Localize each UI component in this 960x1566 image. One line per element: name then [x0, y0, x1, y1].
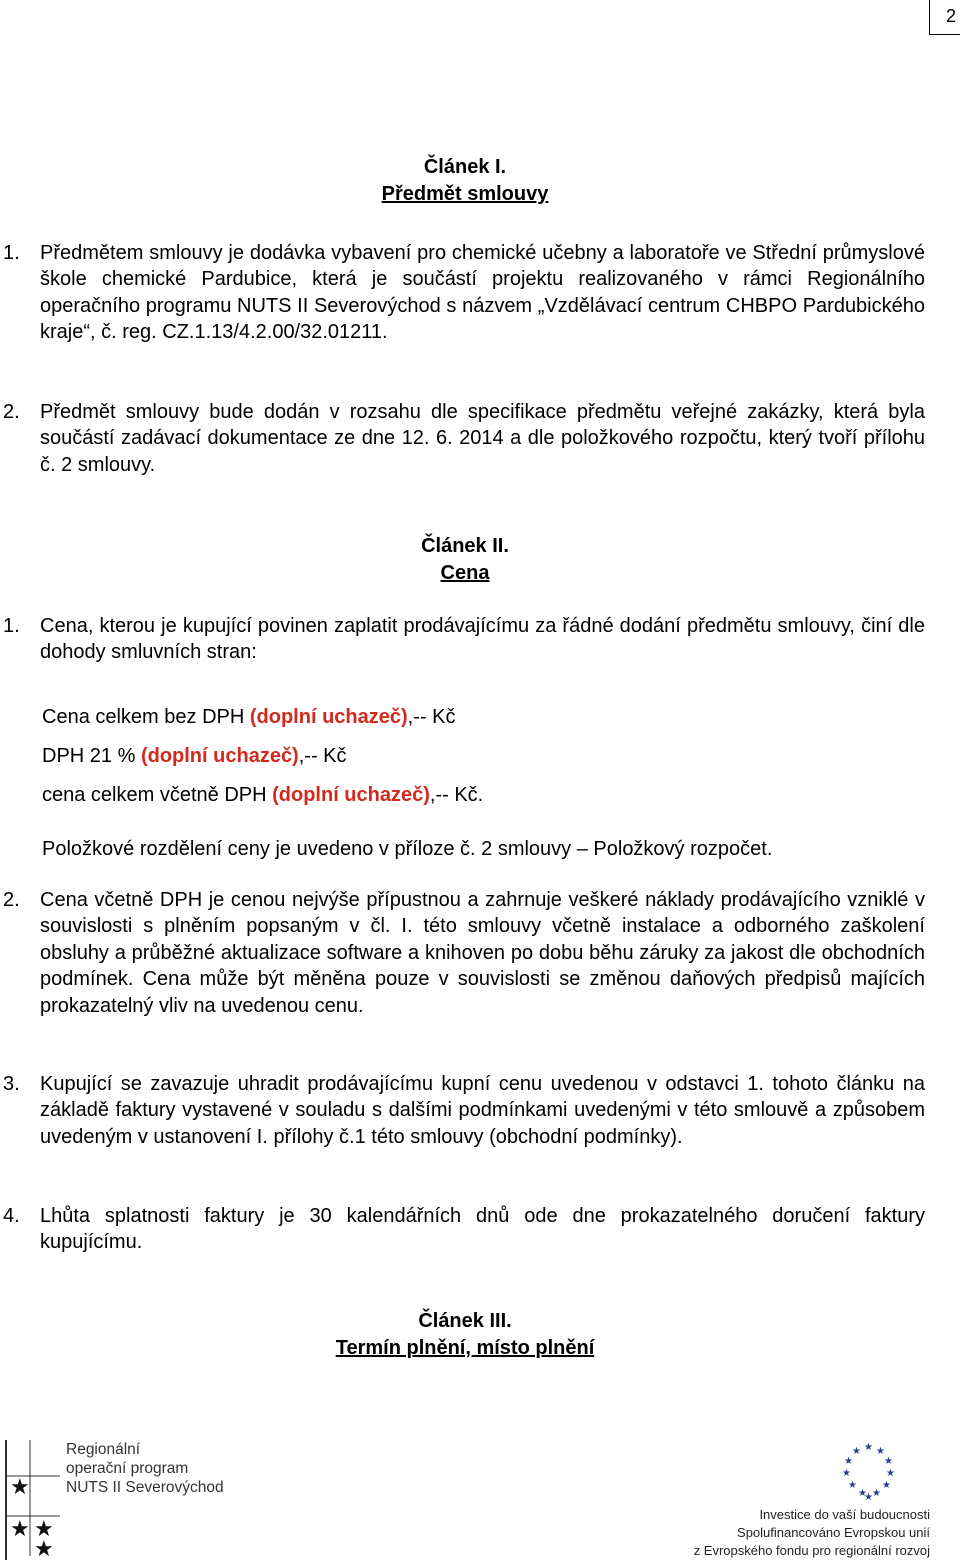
svg-text:★: ★ — [34, 1517, 54, 1542]
svg-text:★: ★ — [10, 1517, 30, 1542]
svg-text:★: ★ — [844, 1456, 853, 1467]
placeholder-text: (doplní uchazeč) — [272, 784, 430, 806]
item-text: Předmět smlouvy bude dodán v rozsahu dle specifikace předmětu veřejné zakázky, která byla součástí zadávací dokumentace ze dne 12. 6. 2014 a dle položkového rozpočtu, který tvoří přílohu č. 2 smlouvy. — [40, 401, 925, 476]
item-text: Lhůta splatnosti faktury je 30 kalendářních dnů ode dne prokazatelného doručení faktury kupujícímu. — [40, 1205, 925, 1254]
item-number: 3. — [3, 1073, 20, 1095]
svg-text:★: ★ — [842, 1468, 851, 1479]
article-2-item-1 — [3, 613, 925, 666]
item-text: Cena, kterou je kupující povinen zaplatit prodávajícímu za řádné dodání předmětu smlouvy, činí dle dohody smluvních stran: — [40, 615, 925, 664]
item-number: 1. — [3, 615, 20, 637]
svg-text:★: ★ — [34, 1537, 54, 1560]
eu-line-2: Spolufinancováno Evropskou unií — [737, 1525, 930, 1540]
article-1-item-1 — [3, 240, 925, 346]
price-label: DPH 21 % — [42, 745, 141, 767]
svg-text:★: ★ — [848, 1480, 857, 1491]
svg-text:★: ★ — [10, 1475, 30, 1500]
article-2-subtitle: Cena — [440, 562, 490, 584]
article-2-title: Článek II. — [421, 535, 509, 557]
svg-text:★: ★ — [884, 1456, 893, 1467]
svg-text:★: ★ — [852, 1446, 861, 1457]
rop-line-1: Regionální — [66, 1441, 141, 1458]
price-suffix: ,-- Kč — [298, 745, 347, 767]
price-label: cena celkem včetně DPH — [42, 784, 273, 806]
item-number: 1. — [3, 242, 20, 264]
svg-text:★: ★ — [886, 1468, 895, 1479]
item-text: Předmětem smlouvy je dodávka vybavení pro chemické učebny a laboratoře ve Střední průmyslové škole chemické Pardubice, která je součástí projektu realizovaného v rámci Regionálního operačního programu NUTS II Severovýchod s názvem „Vzdělávací centrum CHBPO Pardubického kraje“, č. reg. CZ.1.13/4.2.00/32.01211. — [40, 242, 925, 344]
eu-line-1: Investice do vaší budoucnosti — [759, 1507, 930, 1522]
eu-logo-text — [694, 1506, 930, 1560]
svg-text:★: ★ — [864, 1442, 873, 1453]
vat-amount — [42, 743, 347, 769]
article-2-heading — [0, 533, 930, 587]
svg-text:★: ★ — [876, 1446, 885, 1457]
svg-text:★: ★ — [864, 1492, 873, 1502]
article-1-title: Článek I. — [423, 156, 507, 178]
item-text: Kupující se zavazuje uhradit prodávajícímu kupní cenu uvedenou v odstavci 1. tohoto článku na základě faktury vystavené v souladu s dalšími podmínkami uvedenými v této smlouvě a způsobem uvedeným v ustanovení I. přílohy č.1 této smlouvy (obchodní podmínky). — [40, 1073, 925, 1148]
rop-stars-icon — [0, 1436, 64, 1560]
rop-logo — [0, 1436, 240, 1560]
rop-line-3: NUTS II Severovýchod — [66, 1479, 224, 1496]
item-number: 2. — [3, 889, 20, 911]
article-1-item-2 — [3, 399, 925, 478]
svg-text:★: ★ — [872, 1488, 881, 1499]
price-suffix: ,-- Kč — [407, 706, 456, 728]
eu-stars-icon — [836, 1440, 900, 1502]
article-3-subtitle: Termín plnění, místo plnění — [335, 1337, 595, 1359]
price-suffix: ,-- Kč. — [429, 784, 484, 806]
rop-logo-text — [66, 1440, 224, 1497]
article-3-heading — [0, 1308, 930, 1362]
article-1-heading — [0, 154, 930, 208]
article-2-item-3 — [3, 1071, 925, 1150]
item-text: Cena včetně DPH je cenou nejvýše přípustnou a zahrnuje veškeré náklady prodávajícího vzniklé v souvislosti s plněním popsaným v čl. I. této smlouvy včetně instalace a odborného zaškolení obsluhy a průběžné aktualizace software a knihoven po dobu běhu záruky za jakost dle obchodních podmínek. Cena může být měněna pouze v souvislosti se změnou daňových předpisů majících prokazatelný vliv na uvedenou cenu. — [40, 889, 925, 1017]
item-number: 2. — [3, 401, 20, 423]
svg-text:★: ★ — [858, 1488, 867, 1499]
eu-line-3: z Evropského fondu pro regionální rozvoj — [693, 1543, 930, 1558]
rop-line-2: operační program — [66, 1460, 189, 1477]
price-breakdown-note: Položkové rozdělení ceny je uvedeno v příloze č. 2 smlouvy – Položkový rozpočet. — [42, 838, 773, 860]
eu-logo — [693, 1440, 930, 1560]
placeholder-text: (doplní uchazeč) — [249, 706, 408, 728]
article-2-item-4 — [3, 1203, 925, 1256]
price-with-vat — [42, 782, 483, 808]
price-without-vat — [42, 704, 455, 730]
article-1-subtitle: Předmět smlouvy — [381, 183, 549, 205]
page-number: 2 — [929, 0, 960, 35]
item-number: 4. — [3, 1205, 20, 1227]
article-3-title: Článek III. — [418, 1310, 512, 1332]
article-2-item-2 — [3, 887, 925, 1019]
svg-text:★: ★ — [882, 1480, 891, 1491]
placeholder-text: (doplní uchazeč) — [140, 745, 299, 767]
price-label: Cena celkem bez DPH — [42, 706, 250, 728]
